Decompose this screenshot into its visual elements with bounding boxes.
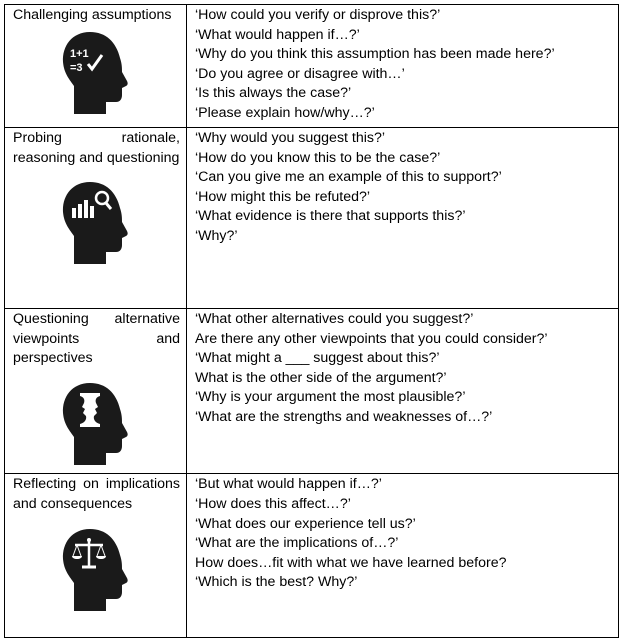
head-scales-icon xyxy=(60,525,134,613)
category-cell xyxy=(5,5,187,128)
head-math-check-icon xyxy=(60,28,134,118)
category-label: Questioning alternative viewpoints and perspectives xyxy=(13,311,180,367)
question-item: ‘What might a ___ suggest about this?’ xyxy=(195,350,440,367)
icon-container xyxy=(13,178,180,273)
question-item: ‘Is this always the case?’ xyxy=(195,85,352,102)
question-item: ‘Can you give me an example of this to support?’ xyxy=(195,169,502,186)
category-cell xyxy=(5,474,187,638)
question-item: ‘What other alternatives could you suggest?’ xyxy=(195,311,474,327)
question-item: ‘What does our experience tell us?’ xyxy=(195,515,416,532)
icon-container xyxy=(13,379,180,474)
table-row xyxy=(5,5,619,128)
icon-text-line1: 1+1 xyxy=(69,47,89,60)
questions-cell xyxy=(187,474,619,638)
question-item: ‘How does this affect…?’ xyxy=(195,495,351,512)
category-label: Probing rationale, reasoning and questioning xyxy=(13,130,180,166)
question-item: ‘How could you verify or disprove this?’ xyxy=(195,7,441,23)
question-list xyxy=(195,310,612,428)
category-cell xyxy=(5,128,187,309)
questions-cell xyxy=(187,128,619,309)
table-row xyxy=(5,474,619,638)
question-item: ‘But what would happen if…?’ xyxy=(195,476,382,493)
icon-container xyxy=(13,28,180,125)
question-item: ‘Why is your argument the most plausible?’ xyxy=(195,389,466,406)
question-item: ‘What evidence is there that supports this?’ xyxy=(195,208,466,225)
question-item: How does…fit with what we have learned before? xyxy=(195,554,507,571)
table-row xyxy=(5,309,619,474)
table-row xyxy=(5,128,619,309)
head-vase-faces-icon xyxy=(60,379,134,467)
question-table xyxy=(4,4,619,638)
question-item: ‘Why?’ xyxy=(195,227,238,244)
question-item: ‘Why would you suggest this?’ xyxy=(195,130,386,146)
question-item: ‘Do you agree or disagree with…’ xyxy=(195,65,405,82)
question-item: ‘How might this be refuted?’ xyxy=(195,188,371,205)
question-item: What is the other side of the argument?’ xyxy=(195,369,447,386)
icon-text-line2: =3 xyxy=(69,61,83,74)
question-item: ‘Please explain how/why…?’ xyxy=(195,104,375,121)
question-item: Are there any other viewpoints that you could consider?’ xyxy=(195,330,548,347)
category-label: Challenging assumptions xyxy=(13,7,172,23)
category-cell xyxy=(5,309,187,474)
question-list xyxy=(195,6,612,124)
question-item: ‘What are the strengths and weaknesses of…?’ xyxy=(195,408,493,425)
question-item: ‘How do you know this to be the case?’ xyxy=(195,149,441,166)
questions-cell xyxy=(187,5,619,128)
icon-container xyxy=(13,525,180,620)
category-label: Reflecting on implications and consequences xyxy=(13,476,180,512)
question-item: ‘What would happen if…?’ xyxy=(195,26,360,43)
question-list xyxy=(195,475,612,593)
questions-cell xyxy=(187,309,619,474)
question-list xyxy=(195,129,612,247)
question-item: ‘Which is the best? Why?’ xyxy=(195,574,358,591)
question-item: ‘What are the implications of…?’ xyxy=(195,535,399,552)
question-item: ‘Why do you think this assumption has been made here?’ xyxy=(195,46,555,63)
head-chart-magnifier-icon xyxy=(60,178,134,266)
